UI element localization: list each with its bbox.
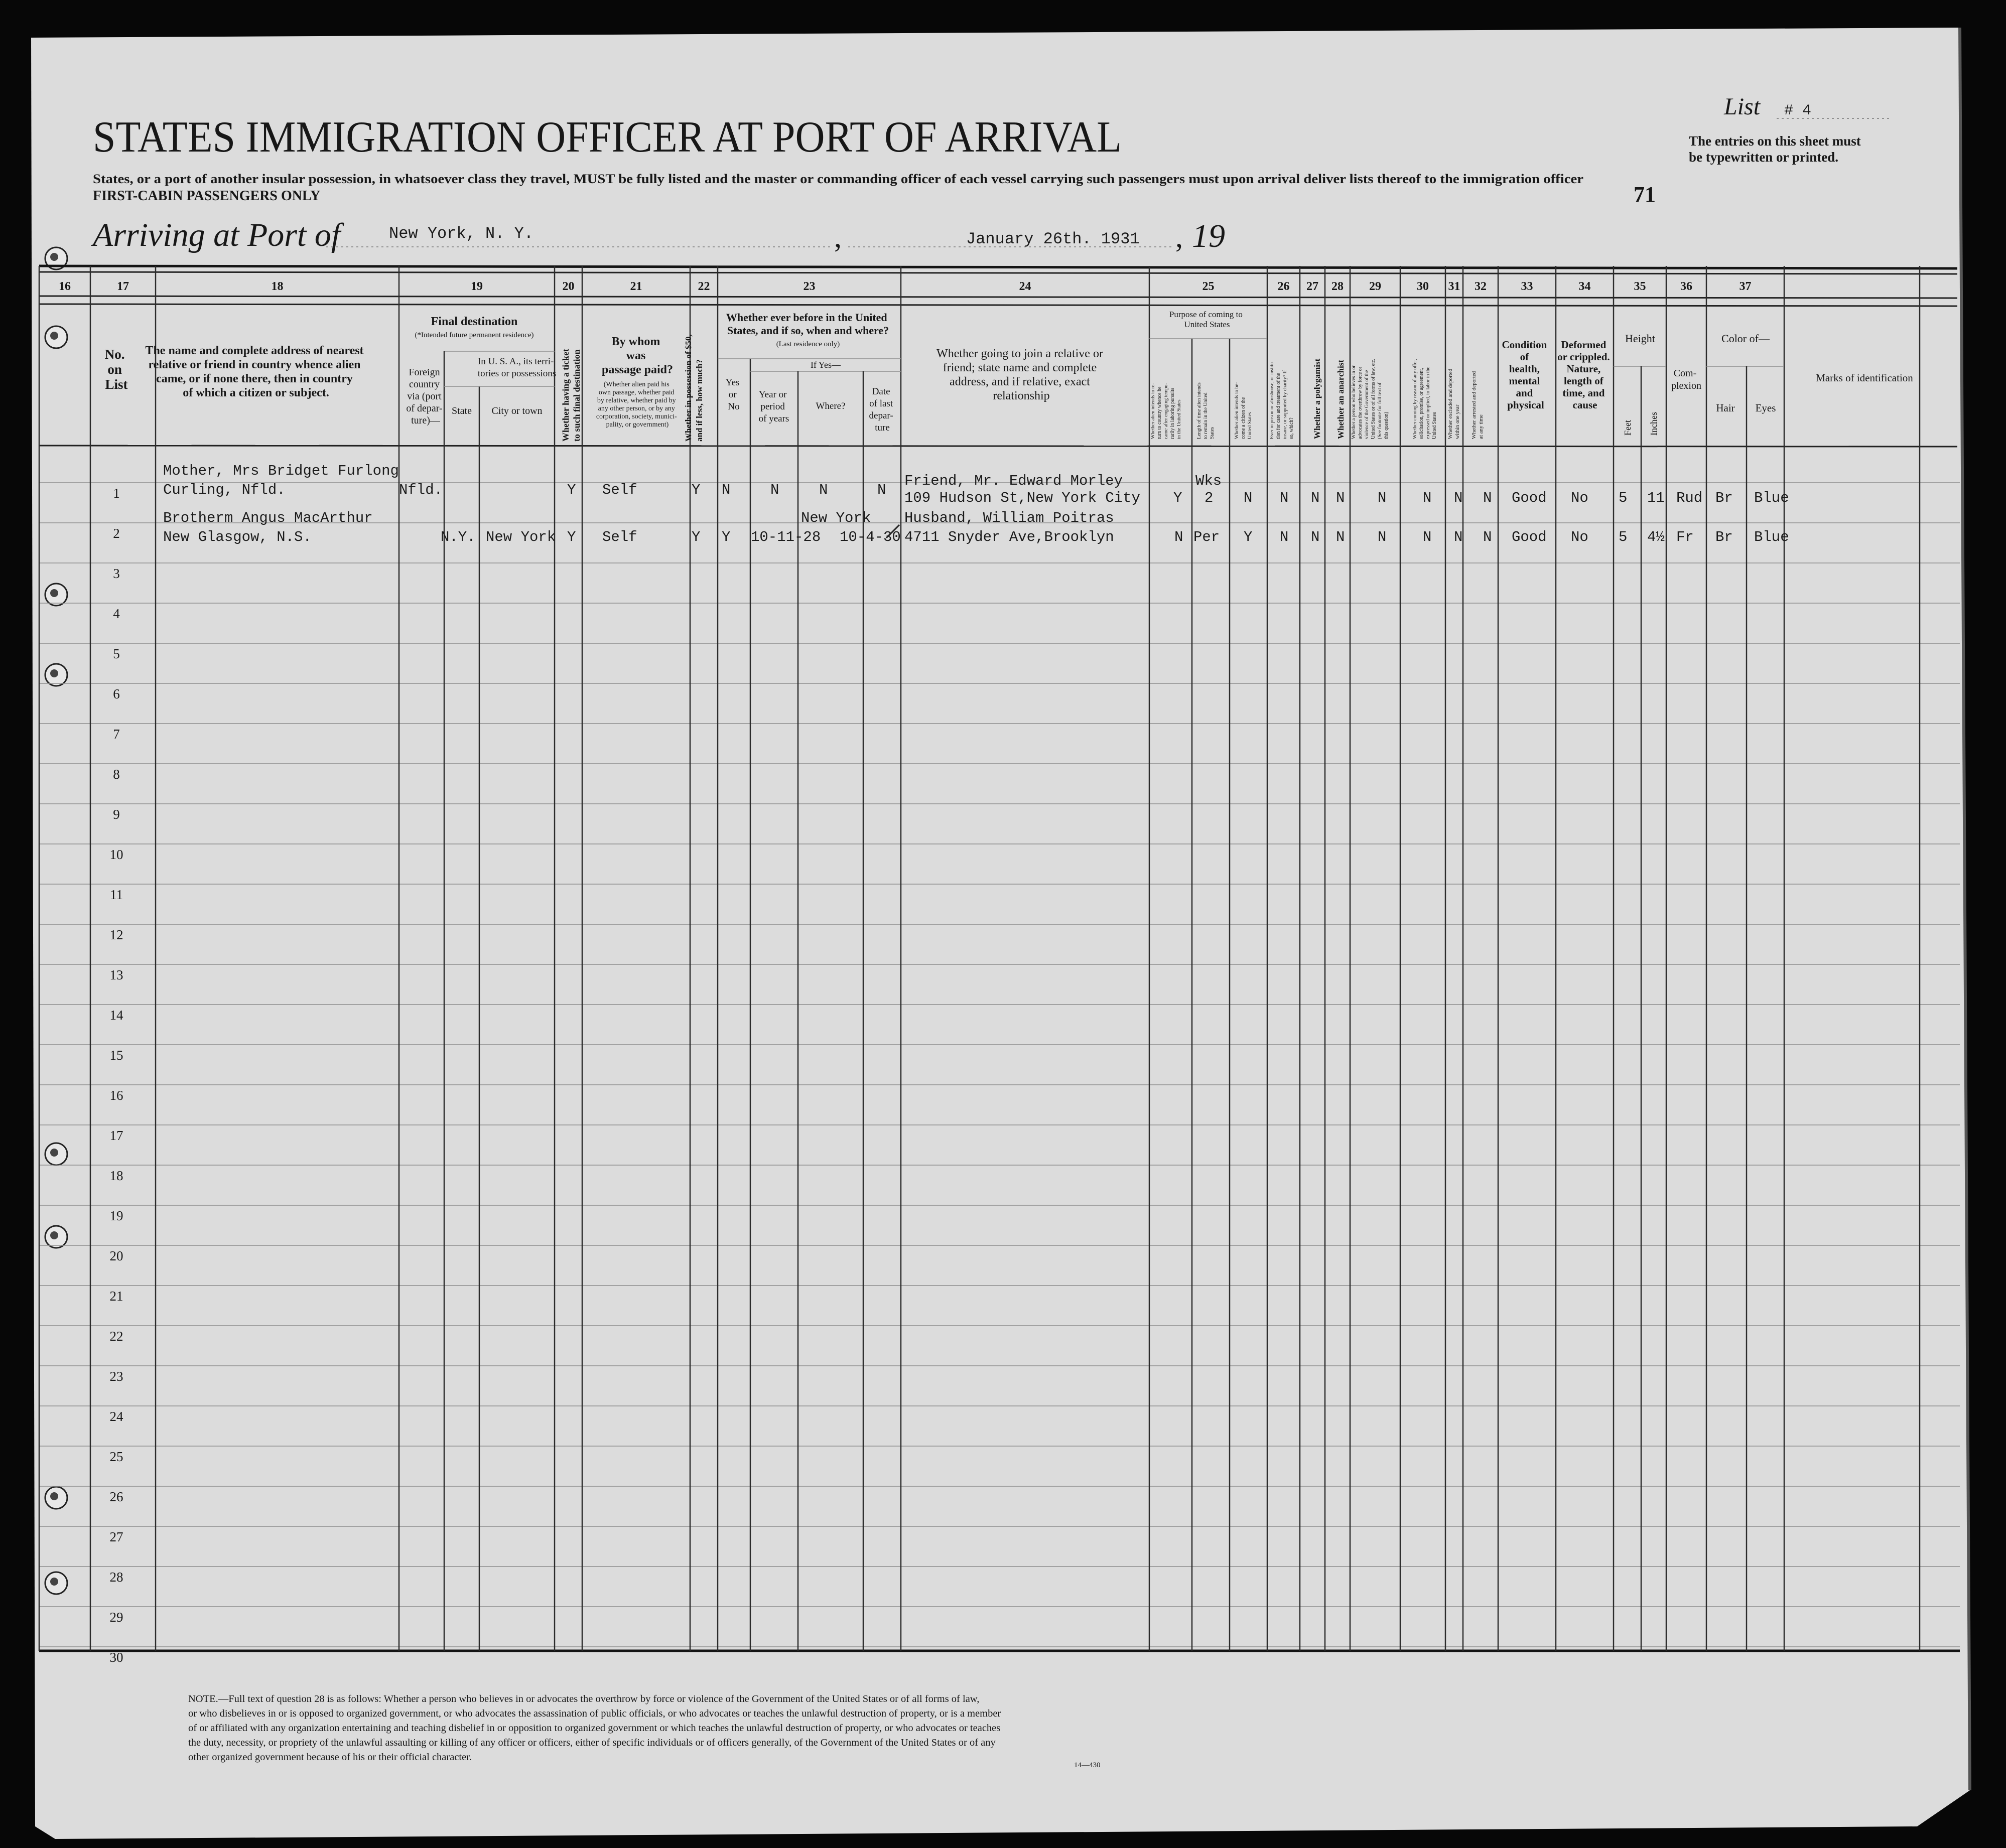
row-number: 13 [109, 967, 123, 982]
col35-header: Com- plexion [1671, 368, 1701, 391]
col25-header: Ever in prison or almshouse, or institu- tion for care and treatment of the insane, or supported by charity? If so, which? [1269, 360, 1294, 439]
r1-q31: N [1483, 490, 1492, 506]
column-number: 19 [471, 280, 483, 293]
r2-q25: N [1280, 529, 1289, 545]
row-number: 2 [113, 526, 120, 541]
r1-money: Y [692, 482, 701, 498]
col19-header: Whether having a ticket to such final destination [561, 348, 582, 442]
instruction-line: States, or a port of another insular possession, in whatsoever class they travel, MUST be fully listed and the master or commanding officer of each vessel carrying such passengers must upon arrival deliver lists thereof to the immigration officer [93, 172, 1583, 186]
r1-q26: N [1311, 490, 1320, 506]
col37-header: Marks of identification [1816, 372, 1913, 384]
col36-header: Color of— [1721, 332, 1770, 345]
form-number: 14—430 [1074, 1761, 1101, 1769]
col33-header: Deformed or crippled. Nature, length of time, and cause [1557, 339, 1610, 411]
col22-yesno: Yes or No [725, 377, 740, 412]
column-number: 36 [1680, 280, 1692, 293]
r2-return: N [1174, 529, 1183, 545]
row-number: 15 [109, 1048, 123, 1063]
r1-q27: N [1336, 490, 1345, 506]
svg-text:,: , [834, 220, 842, 253]
col30-header: Whether excluded and deported within one year [1447, 368, 1460, 439]
column-number: 35 [1634, 280, 1646, 293]
r2-q28: N [1378, 529, 1387, 545]
column-number: 31 [1448, 280, 1460, 293]
r1-length-1: Wks [1195, 473, 1222, 489]
r2-complexion: Fr [1676, 529, 1694, 545]
row-number: 7 [113, 727, 120, 742]
col21-header: Whether in possession of $50, and if less, how much? [684, 334, 704, 442]
col34-inches: Inches [1649, 412, 1659, 436]
row-number: 6 [113, 686, 120, 701]
column-number: 24 [1019, 280, 1031, 293]
column-number: 37 [1739, 280, 1752, 293]
r1-ticket: Y [567, 482, 576, 498]
footnote-line-5: other organized government because of his or their official character. [188, 1752, 472, 1763]
col20-small: (Whether alien paid his own passage, whether paid by relative, whether paid by any other person, or by any corporation, society, munici- pality, or government) [596, 381, 677, 429]
col29-header: Whether coming by reason of any offer, solicitation, promise, or agreement, expressed or implied, to labor in the United States [1412, 359, 1437, 439]
column-number: 29 [1369, 280, 1381, 293]
row-number: 25 [109, 1449, 123, 1464]
r2-relative-2: New Glasgow, N.S. [163, 529, 312, 545]
col26-header: Whether a polygamist [1312, 358, 1322, 439]
sheet-number: 71 [1634, 182, 1656, 207]
r1-q29: N [1423, 490, 1432, 506]
year-prefix: 19 [1192, 218, 1225, 254]
col24-return: Whether alien intends to re- turn to country whence he came after engaging tempo- rarily in laboring pursuits in the United States [1150, 383, 1182, 439]
col32-header: Condition of health, mental and physical [1502, 339, 1547, 411]
r2-deformed: No [1571, 529, 1588, 545]
column-number: 27 [1306, 280, 1318, 293]
r1-health: Good [1512, 490, 1547, 506]
r2-feet: 5 [1619, 529, 1628, 545]
r1-join-2: 109 Hudson St,New York City [904, 490, 1140, 506]
row-number: 14 [109, 1008, 123, 1023]
r1-inches: 11 [1647, 490, 1665, 506]
column-number: 25 [1202, 280, 1215, 293]
r1-where: N [819, 482, 828, 498]
typewritten-note-2: be typewritten or printed. [1689, 150, 1838, 165]
row-number: 10 [109, 847, 123, 862]
r1-complexion: Rud [1676, 490, 1703, 506]
r2-inches: 4½ [1647, 529, 1665, 545]
r2-before: Y [722, 529, 731, 545]
row-number: 19 [109, 1208, 123, 1223]
column-number: 33 [1521, 280, 1533, 293]
row-number: 16 [109, 1088, 123, 1103]
row-number: 20 [109, 1248, 123, 1263]
column-number: 18 [271, 280, 284, 293]
r1-year: N [770, 482, 779, 498]
col23-header: Whether going to join a relative or friend; state name and complete address, and if relative, exact relationship [937, 347, 1103, 402]
col24-length: Length of time alien intends to remain in the United States [1196, 382, 1215, 439]
r2-city: New York [486, 529, 556, 545]
r1-relative-1: Mother, Mrs Bridget Furlong [163, 463, 399, 479]
column-number: 34 [1578, 280, 1591, 293]
r2-ticket: Y [567, 529, 576, 545]
col22-sub: (Last residence only) [776, 340, 840, 348]
r1-foreign: Nfld. [399, 482, 443, 498]
row-number: 24 [109, 1409, 123, 1424]
col18-foreign: Foreign country via (port of depar- ture)— [406, 367, 443, 426]
arriving-label: Arriving at Port of [93, 217, 341, 253]
r1-eyes: Blue [1754, 490, 1789, 506]
row-number: 5 [113, 646, 120, 661]
r2-q27: N [1336, 529, 1345, 545]
r2-eyes: Blue [1754, 529, 1789, 545]
paper-background [31, 28, 1970, 1839]
r2-length: Per [1193, 529, 1220, 545]
r2-departure: 10-4-30 [840, 529, 901, 545]
row-number: 18 [109, 1168, 123, 1183]
row-number: 23 [109, 1369, 123, 1384]
row-number: 11 [110, 887, 123, 902]
col34-header: Height [1625, 332, 1655, 345]
r1-length-2: 2 [1205, 490, 1214, 506]
row-number: 8 [113, 767, 120, 782]
r1-return: Y [1173, 490, 1182, 506]
cabin-class: FIRST-CABIN PASSENGERS ONLY [93, 188, 321, 204]
r1-feet: 5 [1619, 490, 1628, 506]
r2-money: Y [692, 529, 701, 545]
row-number: 17 [109, 1128, 123, 1143]
r1-before: N [722, 482, 731, 498]
column-number: 30 [1417, 280, 1429, 293]
r1-relative-2: Curling, Nfld. [163, 482, 286, 498]
col22-where: Where? [816, 401, 846, 411]
col22-year: Year or period of years [758, 389, 789, 424]
r2-q31: N [1483, 529, 1492, 545]
col36-eyes: Eyes [1755, 402, 1776, 414]
r1-q25: N [1280, 490, 1289, 506]
row-number: 9 [113, 807, 120, 822]
col20-header: By whom was passage paid? [601, 335, 674, 376]
footnote-line-4: the duty, necessity, or propriety of the unlawful assaulting or killing of any officer or officers, either of specific individuals or of officers generally, of the Government of the United States or of any [188, 1737, 996, 1748]
date-value: January 26th. 1931 [966, 230, 1140, 248]
r2-year: 10-11-28 [751, 529, 821, 545]
typewritten-note-1: The entries on this sheet must [1689, 133, 1861, 149]
col22-date: Date of last depar- ture [869, 386, 893, 433]
footnote-line-3: of or affiliated with any organization entertaining and teaching disbelief in or opposition to organized government or which teaches the unlawful destruction of property, or who advocates or teaches [188, 1723, 1001, 1734]
r1-deformed: No [1571, 490, 1588, 506]
row-number: 22 [109, 1329, 123, 1344]
column-number: 17 [117, 280, 129, 293]
col18-title: Final destination [431, 315, 518, 328]
col28-header: Whether a person who believes in or advocates the overthrow by force or violence of the Government of the United States or of all forms of law, etc. (See footnote for full text of this question) [1351, 359, 1389, 439]
col16-header: No. on List [104, 347, 128, 392]
col22-ifyes: If Yes— [810, 360, 841, 370]
r1-departure: N [877, 482, 886, 498]
col31-header: Whether arrested and deported at any time [1471, 371, 1484, 439]
r2-health: Good [1512, 529, 1547, 545]
r2-where: New York [801, 510, 871, 526]
row-number: 21 [109, 1289, 123, 1304]
column-number: 26 [1277, 280, 1290, 293]
r1-q30: N [1454, 490, 1463, 506]
r1-hair: Br [1715, 490, 1733, 506]
r1-paid-by: Self [602, 482, 637, 498]
col24-citizen: Whether alien intends to be- come a citizen of the United States [1234, 382, 1253, 439]
list-number: # 4 [1784, 102, 1812, 119]
port-value: New York, N. Y. [389, 224, 534, 243]
footnote-line-1: NOTE.—Full text of question 28 is as follows: Whether a person who believes in or advocates the overthrow by force or violence of the Government of the United States or of all forms of law, [188, 1693, 980, 1704]
row-number: 27 [109, 1529, 123, 1544]
row-number: 4 [113, 606, 120, 621]
r2-relative-1: Brotherm Angus MacArthur [163, 510, 373, 526]
col22-header: Whether ever before in the United States, and if so, when and where? [726, 311, 889, 337]
row-number: 28 [109, 1570, 123, 1585]
row-number: 3 [113, 566, 120, 581]
row-number: 12 [109, 927, 123, 942]
r2-paid-by: Self [602, 529, 637, 545]
footnote-line-2: or who disbelieves in or is opposed to organized government, or who advocates the assassination of public officials, or who advocates or teaches the unlawful destruction of property, or is a member [188, 1708, 1001, 1719]
col18-state: State [452, 405, 472, 416]
r1-citizen: N [1244, 490, 1253, 506]
r2-join-1: Husband, William Poitras [904, 510, 1114, 526]
col34-feet: Feet [1623, 420, 1633, 436]
r2-q29: N [1423, 529, 1432, 545]
r2-state: N.Y. [441, 529, 476, 545]
col27-header: Whether an anarchist [1336, 359, 1346, 439]
r1-join-1: Friend, Mr. Edward Morley [904, 473, 1123, 489]
r2-citizen: Y [1244, 529, 1253, 545]
form-title: STATES IMMIGRATION OFFICER AT PORT OF ARRIVAL [93, 113, 1122, 162]
column-number: 22 [698, 280, 710, 293]
col36-hair: Hair [1716, 402, 1735, 414]
column-number: 28 [1331, 280, 1344, 293]
list-label: List [1724, 93, 1761, 120]
r2-join-2: 4711 Snyder Ave,Brooklyn [904, 529, 1114, 545]
svg-text:,: , [1175, 220, 1183, 253]
column-number: 23 [803, 280, 816, 293]
row-number: 1 [113, 486, 120, 501]
col18-city: City or town [491, 405, 543, 416]
col18-sub: (*Intended future permanent residence) [415, 331, 534, 339]
col24-header: Purpose of coming to United States [1169, 310, 1243, 329]
r2-q30: N [1454, 529, 1463, 545]
col17-header: The name and complete address of nearest relative or friend in country whence alien came, or if none there, then in country of which a citizen or subject. [145, 344, 364, 399]
column-number: 20 [562, 280, 575, 293]
r1-q28: N [1378, 490, 1387, 506]
row-number: 26 [109, 1489, 123, 1504]
column-number: 16 [59, 280, 71, 293]
row-number: 30 [109, 1650, 123, 1665]
row-number: 29 [109, 1610, 123, 1625]
column-number: 32 [1475, 280, 1487, 293]
r2-q26: N [1311, 529, 1320, 545]
column-number: 21 [630, 280, 642, 293]
col18-usa: In U. S. A., its terri- tories or possessions [477, 356, 557, 379]
r2-hair: Br [1715, 529, 1733, 545]
